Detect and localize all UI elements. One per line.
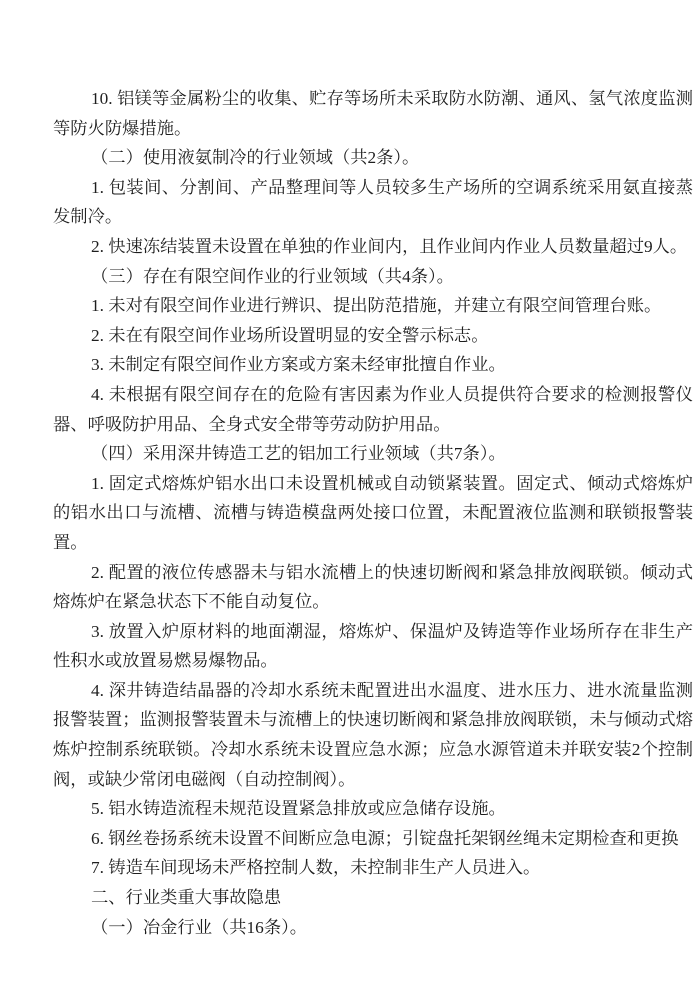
paragraph: 1. 固定式熔炼炉铝水出口未设置机械或自动锁紧装置。固定式、倾动式熔炼炉的铝水出口与流槽、流槽与铸造模盘两处接口位置，未配置液位监测和联锁报警装置。 xyxy=(53,473,693,552)
paragraph: 2. 快速冻结装置未设置在单独的作业间内，且作业间内作业人员数量超过9人。 xyxy=(91,236,688,256)
paragraph: 10. 铝镁等金属粉尘的收集、贮存等场所未采取防水防潮、通风、氢气浓度监测等防火防爆措施。 xyxy=(53,89,693,138)
document-text-block xyxy=(53,84,693,942)
paragraph: 2. 配置的液位传感器未与铝水流槽上的快速切断阀和紧急排放阀联锁。倾动式熔炼炉在紧急状态下不能自动复位。 xyxy=(53,562,693,612)
paragraph: 7. 铸造车间现场未严格控制人数，未控制非生产人员进入。 xyxy=(91,858,541,878)
paragraph: 4. 未根据有限空间存在的危险有害因素为作业人员提供符合要求的检测报警仪器、呼吸防护用品、全身式安全带等劳动防护用品。 xyxy=(53,384,693,434)
paragraph: 5. 铝水铸造流程未规范设置紧急排放或应急储存设施。 xyxy=(91,799,506,819)
paragraph: 1. 未对有限空间作业进行辨识、提出防范措施，并建立有限空间管理台账。 xyxy=(91,296,662,316)
paragraph: 二、行业类重大事故隐患 xyxy=(91,888,282,908)
paragraph: 3. 放置入炉原材料的地面潮湿，熔炼炉、保温炉及铸造等作业场所存在非生产性积水或放置易燃易爆物品。 xyxy=(53,621,693,671)
paragraph: 3. 未制定有限空间作业方案或方案未经审批擅自作业。 xyxy=(91,355,506,375)
paragraph: 4. 深井铸造结晶器的冷却水系统未配置进出水温度、进水压力、进水流量监测报警装置；监测报警装置未与流槽上的快速切断阀和紧急排放阀联锁，未与倾动式熔炼炉控制系统联锁。冷却水系统未设置应急水源；应急水源管道未并联安装2个控制阀，或缺少常闭电磁阀（自动控制阀）。 xyxy=(53,680,693,789)
paragraph: （一）冶金行业（共16条）。 xyxy=(91,917,308,937)
paragraph: 1. 包装间、分割间、产品整理间等人员较多生产场所的空调系统采用氨直接蒸发制冷。 xyxy=(53,177,693,227)
paragraph: （四）采用深井铸造工艺的铝加工行业领域（共7条）。 xyxy=(91,444,506,464)
paragraph: 6. 钢丝卷扬系统未设置不间断应急电源；引锭盘托架钢丝绳未定期检查和更换 xyxy=(91,828,679,848)
paragraph: 2. 未在有限空间作业场所设置明显的安全警示标志。 xyxy=(91,325,489,345)
paragraph: （三）存在有限空间作业的行业领域（共4条）。 xyxy=(91,266,454,286)
paragraph: （二）使用液氨制冷的行业领域（共2条）。 xyxy=(91,148,420,168)
